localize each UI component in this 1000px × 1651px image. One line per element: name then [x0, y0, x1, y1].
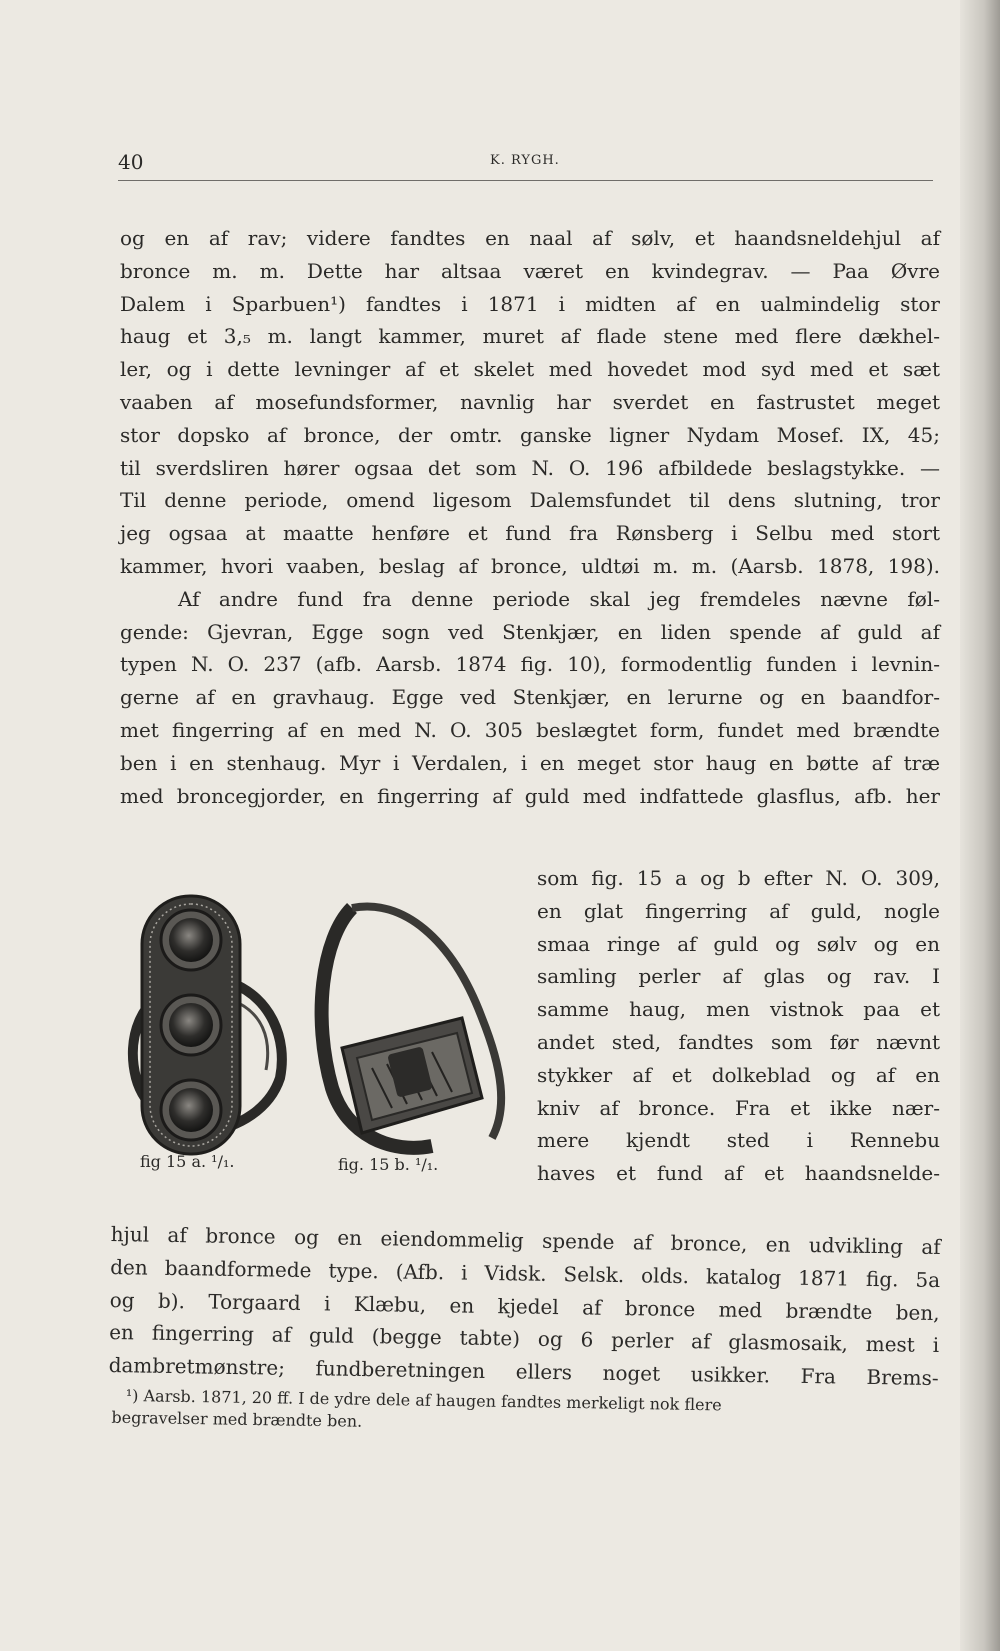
text-line: gende: Gjevran, Egge sogn ved Stenkjær, en liden spende af guld af: [120, 619, 940, 644]
text-line: Af andre fund fra denne periode skal jeg fremdeles nævne føl-: [178, 586, 940, 611]
text-line: Dalem i Sparbuen¹) fandtes i 1871 i midten af en ualmindelig stor: [120, 291, 940, 316]
text-line: ler, og i dette levninger af et skelet med hovedet mod syd med et sæt: [120, 357, 940, 382]
text-line: samme haug, men vistnok paa et: [537, 997, 940, 1022]
text-line: kniv af bronce. Fra et ikke nær-: [537, 1095, 940, 1120]
page-edge-shadow: [960, 0, 1000, 1651]
text-line: og en af rav; videre fandtes en naal af sølv, et haandsneldehjul af: [120, 226, 940, 250]
figure-caption-15a: fig 15 a. ¹/₁.: [140, 1152, 235, 1171]
text-line: stykker af et dolkeblad og af en: [537, 1062, 940, 1087]
ring-illustration-15b: [312, 898, 518, 1156]
text-line: vaaben af mosefundsformer, navnlig har sverdet en fastrustet meget: [120, 389, 940, 414]
main-text: [120, 222, 940, 812]
footnote: [111, 1385, 946, 1442]
footnote-line: begravelser med brændte ben.: [111, 1407, 363, 1431]
footnote-line: ¹) Aarsb. 1871, 20 ff. I de ydre dele af haugen fandtes merkeligt nok flere: [125, 1385, 722, 1415]
text-line: en glat fingerring af guld, nogle: [537, 898, 940, 923]
ring-illustration-15a: [120, 888, 288, 1160]
text-line: en fingerring af guld (begge tabte) og 6 perler af glasmosaik, mest i: [109, 1320, 940, 1358]
text-line: Til denne periode, omend ligesom Dalemsfundet til dens slutning, tror: [120, 488, 940, 513]
text-line: typen N. O. 237 (afb. Aarsb. 1874 fig. 10), formodentlig funden i levnin-: [120, 652, 940, 677]
text-line: med broncegjorder, en fingerring af guld med indfattede glasflus, afb. her: [120, 783, 940, 808]
text-line: bronce m. m. Dette har altsaa været en kvindegrav. — Paa Øvre: [120, 258, 940, 283]
text-line: met fingerring af en med N. O. 305 beslægtet form, fundet med brændte: [120, 717, 940, 742]
text-line: mere kjendt sted i Rennebu: [537, 1128, 940, 1153]
figure-caption-15b: fig. 15 b. ¹/₁.: [338, 1155, 439, 1174]
text-column-right: [537, 862, 940, 1190]
text-line: som fig. 15 a og b efter N. O. 309,: [537, 866, 940, 890]
text-line: andet sted, fandtes som før nævnt: [537, 1029, 940, 1054]
text-line: kammer, hvori vaaben, beslag af bronce, uldtøi m. m. (Aarsb. 1878, 198).: [120, 553, 940, 578]
text-line: haves et fund af et haandsnelde-: [537, 1161, 940, 1186]
text-line: og b). Torgaard i Klæbu, en kjedel af bronce med brændte ben,: [109, 1287, 940, 1325]
page-header: [118, 150, 933, 182]
text-line: gerne af en gravhaug. Egge ved Stenkjær, en lerurne og en baandfor-: [120, 685, 940, 710]
text-line: til sverdsliren hører ogsaa det som N. O. 196 afbildede beslagstykke. —: [120, 455, 940, 480]
text-line: dambretmønstre; fundberetningen ellers noget usikker. Fra Brems-: [108, 1353, 939, 1391]
text-line: haug et 3,₅ m. langt kammer, muret af flade stene med flere dækhel-: [120, 324, 940, 349]
text-line: stor dopsko af bronce, der omtr. ganske ligner Nydam Mosef. IX, 45;: [120, 422, 940, 447]
text-line: hjul af bronce og en eiendommelig spende af bronce, en udvikling af: [110, 1221, 941, 1260]
text-line: den baandformede type. (Afb. i Vidsk. Selsk. olds. katalog 1871 fig. 5a: [110, 1254, 941, 1292]
header-rule: [118, 180, 933, 181]
text-line: samling perler af glas og rav. I: [537, 964, 940, 989]
running-head: K. RYGH.: [490, 153, 560, 168]
page-number: 40: [118, 150, 144, 174]
text-line: smaa ringe af guld og sølv og en: [537, 931, 940, 956]
text-line: ben i en stenhaug. Myr i Verdalen, i en meget stor haug en bøtte af træ: [120, 750, 940, 775]
text-line: jeg ogsaa at maatte henføre et fund fra Rønsberg i Selbu med stort: [120, 521, 940, 546]
lower-text-block: [108, 1218, 940, 1395]
